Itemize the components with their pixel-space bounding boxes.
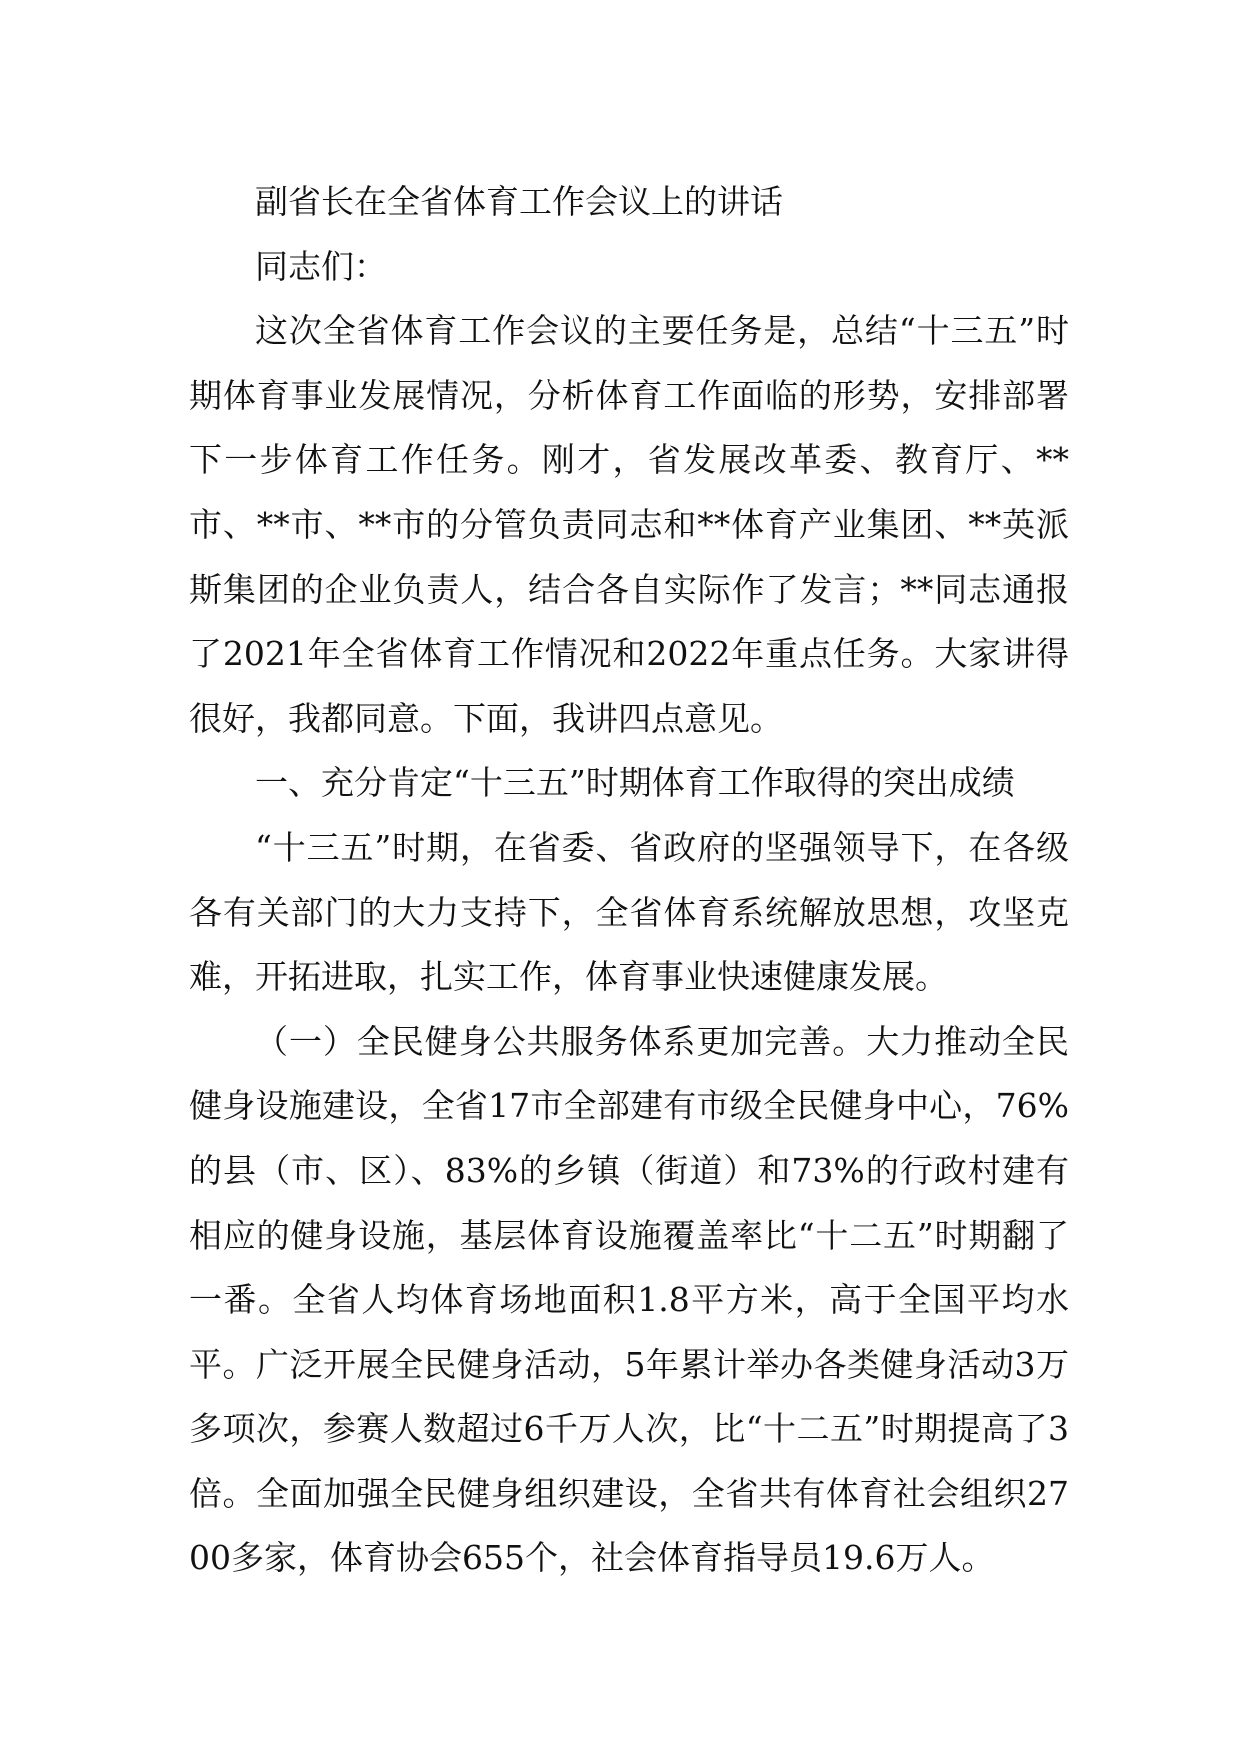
paragraph-fitness-services: （一）全民健身公共服务体系更加完善。大力推动全民健身设施建设，全省17市全部建有市级全民健身中心，76%的县（市、区）、83%的乡镇（街道）和73%的行政村建有相应的健身设施，基层体育设施覆盖率比“十二五”时期翻了一番。全省人均体育场地面积1.8平方米，高于全国平均水平。广泛开展全民健身活动，5年累计举办各类健身活动3万多项次，参赛人数超过6千万人次，比“十二五”时期提高了3倍。全面加强全民健身组织建设，全省共有体育社会组织2700多家，体育协会655个，社会体育指导员19.6万人。: [189, 1021, 1069, 1578]
paragraph-intro: 这次全省体育工作会议的主要任务是，总结“十三五”时期体育事业发展情况，分析体育工作面临的形势，安排部署下一步体育工作任务。刚才，省发展改革委、教育厅、**市、**市、**市的分管负责同志和**体育产业集团、**英派斯集团的企业负责人，结合各自实际作了发言；**同志通报了2021年全省体育工作情况和2022年重点任务。大家讲得很好，我都同意。下面，我讲四点意见。: [189, 311, 1069, 738]
paragraph-overview: “十三五”时期，在省委、省政府的坚强领导下，在各级各有关部门的大力支持下，全省体育系统解放思想，攻坚克难，开拓进取，扎实工作，体育事业快速健康发展。: [189, 827, 1069, 997]
document-body: [189, 170, 1069, 1591]
section-heading-1: 一、充分肯定“十三五”时期体育工作取得的突出成绩: [255, 763, 1015, 803]
greeting: 同志们：: [255, 246, 387, 286]
speech-title: 副省长在全省体育工作会议上的讲话: [255, 182, 783, 221]
